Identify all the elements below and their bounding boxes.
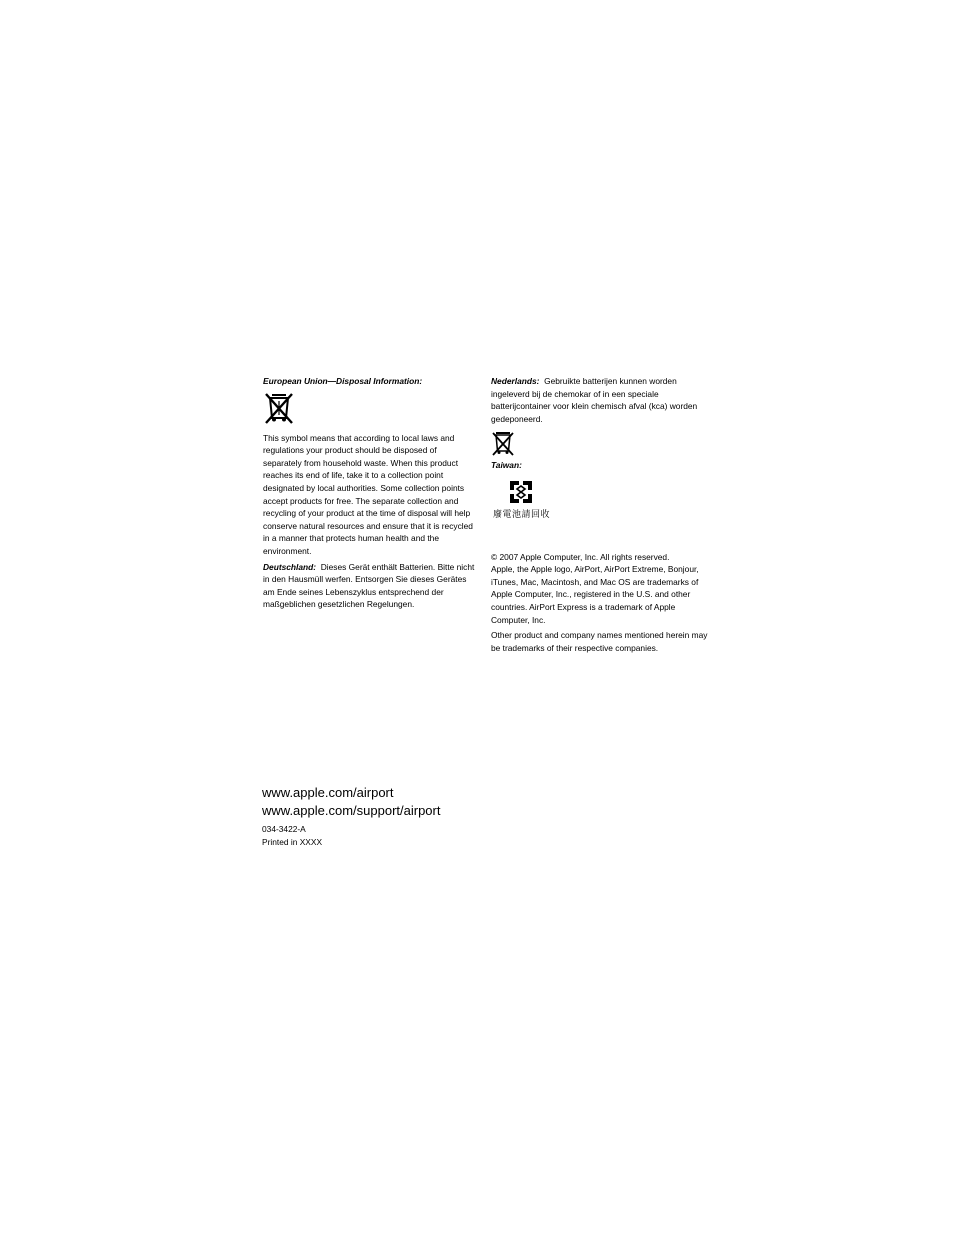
taiwan-recycling-icon bbox=[507, 478, 535, 506]
crossed-out-battery-bin-icon bbox=[492, 431, 514, 457]
taiwan-heading: Taiwan: bbox=[491, 460, 522, 471]
other-trademarks-paragraph: Other product and company names mentioned herein may be trademarks of their respective companies. bbox=[491, 630, 708, 653]
nederlands-body: Gebruikte batterijen kunnen worden ingeleverd bij de chemokar of in een speciale batterijcontainer voor klein chemisch afval (kca) worden gedeponeerd. bbox=[491, 376, 698, 424]
nederlands-heading: Nederlands: bbox=[491, 376, 540, 386]
airport-url[interactable]: www.apple.com/airport bbox=[262, 785, 394, 800]
left-column bbox=[263, 375, 475, 614]
trademarks-paragraph: Apple, the Apple logo, AirPort, AirPort Extreme, Bonjour, iTunes, Mac, Macintosh, and Mac OS are trademarks of Apple Computer, Inc., registered in the U.S. and other countries. AirPort Express is a trademark of Apple Computer, Inc. bbox=[491, 564, 699, 625]
eu-disposal-body: This symbol means that according to local laws and regulations your product should be disposed of separately from household waste. When this product reaches its end of life, take it to a collection point designated by local authorities. Some collection points accept products for free. The separate collection and recycling of your product at the time of disposal will help conserve natural resources and ensure that it is recycled in a manner that protects human health and the environment. bbox=[263, 432, 473, 556]
footer-codes bbox=[262, 823, 322, 848]
deutschland-heading: Deutschland: bbox=[263, 561, 317, 572]
support-url[interactable]: www.apple.com/support/airport bbox=[262, 803, 441, 818]
copyright-line: © 2007 Apple Computer, Inc. All rights reserved. bbox=[491, 551, 670, 562]
deutschland-body: Dieses Gerät enthält Batterien. Bitte nicht in den Hausmüll werfen. Entsorgen Sie dieses Gerätes am Ende seines Lebenszyklus entsprechend der maßgeblichen gesetzlichen Regelungen. bbox=[263, 561, 475, 610]
taiwan-recycle-text: 廢電池請回收 bbox=[493, 508, 551, 519]
part-number: 034-3422-A bbox=[262, 824, 306, 834]
eu-disposal-heading: European Union—Disposal Information: bbox=[263, 376, 423, 386]
footer-urls bbox=[262, 784, 440, 820]
nederlands-paragraph bbox=[491, 375, 709, 425]
right-column bbox=[491, 375, 709, 657]
crossed-out-wheelie-bin-icon bbox=[264, 392, 294, 424]
deutschland-paragraph bbox=[263, 561, 475, 611]
printed-in: Printed in XXXX bbox=[262, 836, 323, 847]
